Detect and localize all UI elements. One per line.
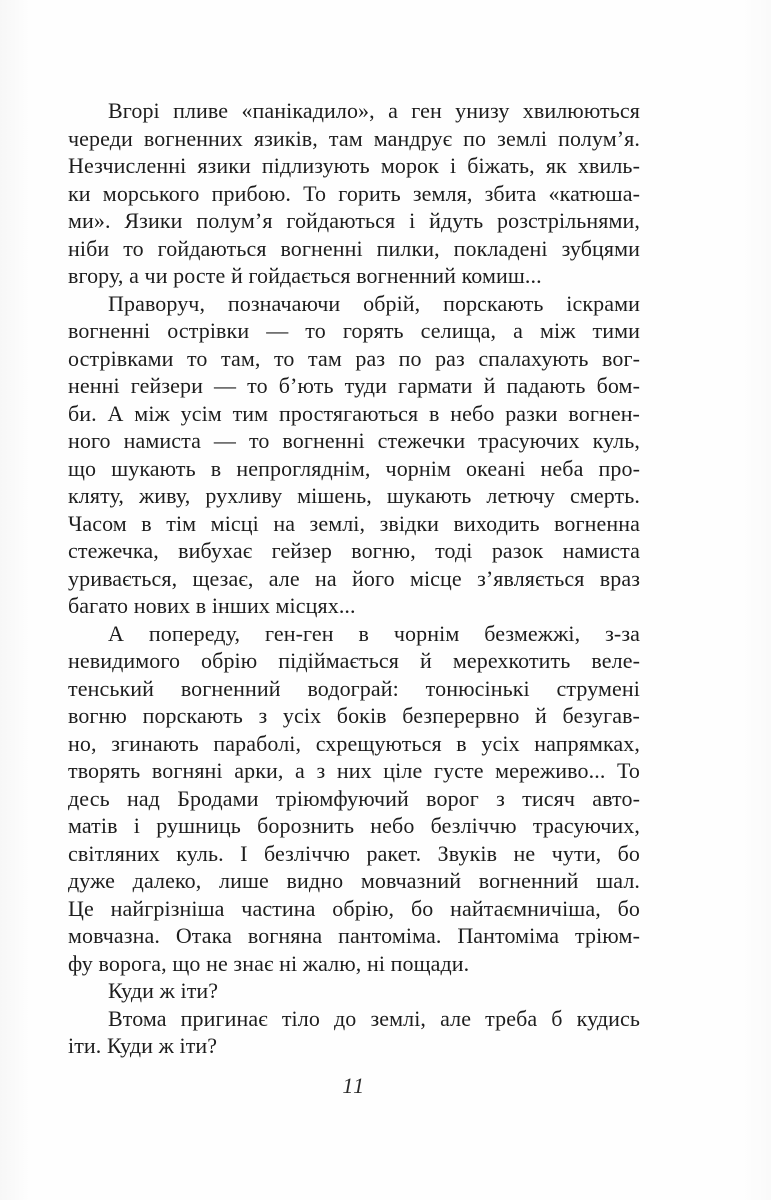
text-line: творять вогняні арки, а з них ціле густе мереживо... То — [68, 758, 640, 783]
text-line: ми». Язики полум’я гойдаються і йдуть розстрільнями, — [68, 208, 640, 233]
text-line: Вгорі пливе «панікадило», а ген унизу хвилюються — [108, 98, 640, 123]
paragraph — [68, 1005, 640, 1060]
paragraph — [68, 97, 640, 290]
text-line: вогню порскають з усіх боків безперервно й безугав- — [68, 703, 640, 728]
text-line: Куди ж іти? — [108, 978, 219, 1003]
text-line: матів і рушниць борознить небо безліччю трасуючих, — [68, 813, 640, 838]
text-line: фу ворога, що не знає ні жалю, ні пощади. — [68, 950, 470, 976]
paragraph — [68, 977, 640, 1005]
text-line: багато нових в інших місцях... — [68, 593, 356, 618]
text-line: вогненні острівки — то горять селища, а між тими — [68, 318, 640, 343]
text-line: дуже далеко, лише видно мовчазний вогненний шал. — [68, 868, 640, 893]
text-line: Незчисленні язики підлизують морок і біжать, як хвиль- — [68, 153, 640, 178]
text-line: ніби то гойдаються вогненні пилки, покладені зубцями — [68, 235, 640, 261]
text-line: уривається, щезає, але на його місце з’являється враз — [68, 565, 640, 591]
text-line: Це найгрізніша частина обрію, бо найтаємничіша, бо — [68, 895, 640, 921]
text-line: кляту, живу, рухливу мішень, шукають летючу смерть. — [68, 483, 640, 508]
text-line: би. А між усім тим простягаються в небо разки вогнен- — [68, 400, 640, 426]
text-line: ного намиста — то вогненні стежечки трасуючих куль, — [68, 428, 640, 453]
text-line: острівками то там, то там раз по раз спалахують вог- — [68, 345, 640, 371]
text-line: мовчазна. Отака вогняна пантоміма. Пантоміма тріюм- — [68, 923, 640, 948]
paragraph — [68, 620, 640, 978]
text-line: Праворуч, позначаючи обрій, порскають іскрами — [108, 290, 640, 316]
text-line: Втома пригинає тіло до землі, але треба б кудись — [108, 1005, 640, 1031]
text-line: світляних куль. І безліччю ракет. Звуків не чути, бо — [68, 840, 640, 866]
text-line: Часом в тім місці на землі, звідки виходить вогненна — [68, 510, 640, 536]
page-number: 11 — [342, 1072, 366, 1098]
text-line: но, згинають параболі, схрещуються в усіх напрямках, — [68, 730, 640, 756]
text-line: ки морського прибою. То горить земля, збита «катюша- — [68, 180, 640, 206]
text-line: невидимого обрію підіймається й мерехкотить веле- — [68, 648, 640, 673]
text-block — [68, 97, 640, 1099]
text-line: череди вогненних язиків, там мандрує по землі полум’я. — [68, 125, 640, 151]
text-line: А попереду, ген-ген в чорнім безмежжі, з-за — [108, 620, 640, 646]
text-line: тенський вогненний водограй: тонюсінькі струмені — [68, 675, 640, 701]
text-line: стежечка, вибухає гейзер вогню, тоді разок намиста — [68, 538, 640, 563]
text-line: вгору, а чи росте й гойдається вогненний комиш... — [68, 263, 542, 288]
text-line: що шукають в непрогляднім, чорнім океані неба про- — [68, 455, 640, 481]
paragraph — [68, 290, 640, 620]
text-line: іти. Куди ж іти? — [68, 1033, 218, 1058]
text-line: ненні гейзери — то б’ють туди гармати й падають бом- — [68, 373, 640, 398]
text-line: десь над Бродами тріюмфуючий ворог з тисяч авто- — [68, 785, 640, 811]
